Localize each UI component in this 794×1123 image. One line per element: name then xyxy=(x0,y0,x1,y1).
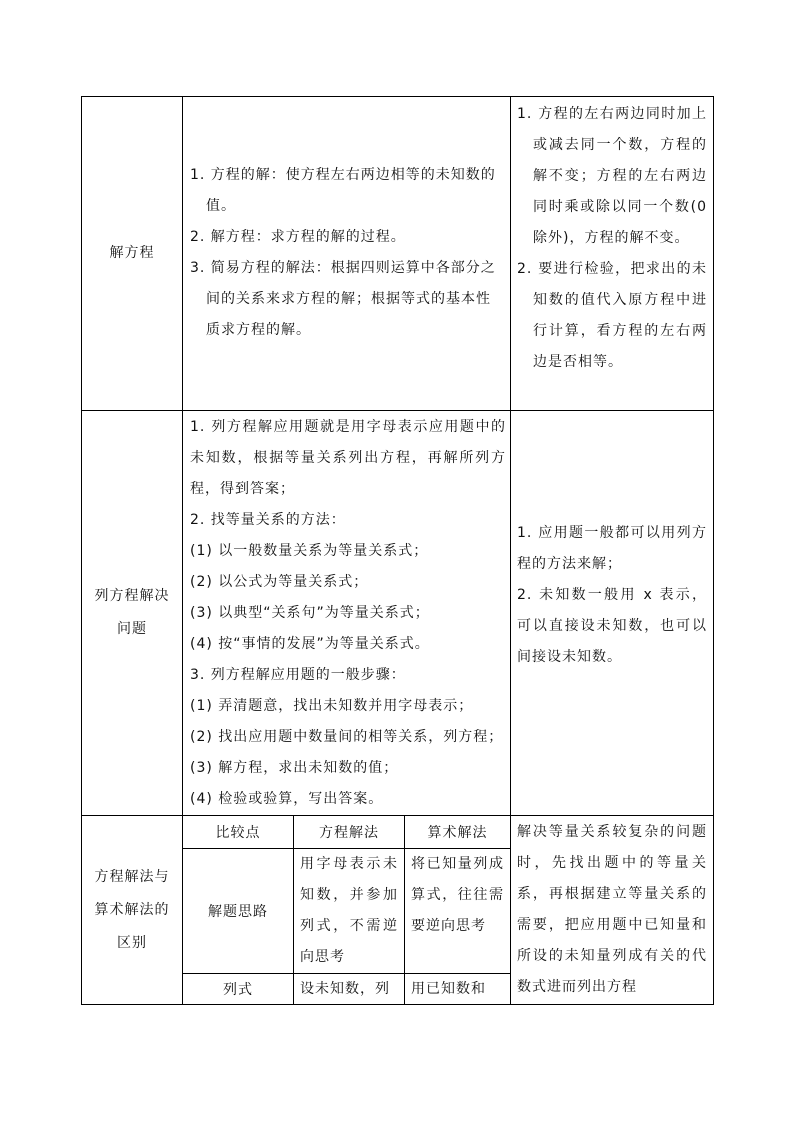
row3-label-line-3: 区别 xyxy=(117,934,147,951)
row1-notes-cell xyxy=(517,99,707,378)
row2-content-item-8: (1) 弄清题意，找出未知数并用字母表示； xyxy=(190,698,474,714)
row3-label-cell xyxy=(82,816,182,1004)
row1-note-1: 1. 方程的左右两边同时加上或减去同一个数，方程的解不变；方程的左右两边同时乘或除以同一个数(0除外)，方程的解不变。 xyxy=(517,106,707,246)
row2-label-line-2: 问题 xyxy=(117,621,147,637)
row2-content-item-2: 2. 找等量关系的方法： xyxy=(190,512,346,528)
row3-note: 解决等量关系较复杂的问题时，先找出题中的等量关系，再根据建立等量关系的需要，把应用题中已知量和所设的未知量列成有关的代数式进而列出方程 xyxy=(517,824,707,995)
row2-content-item-7: 3. 列方程解应用题的一般步骤： xyxy=(190,667,406,683)
compare-header-equation: 方程解法 xyxy=(319,825,379,841)
compare-row2-point: 列式 xyxy=(223,982,253,998)
column-divider-2 xyxy=(510,96,511,1005)
row1-content-item-3: 3. 简易方程的解法：根据四则运算中各部分之间的关系来求方程的解；根据等式的基本性质求方程的解。 xyxy=(190,260,496,338)
compare-header-arithmetic: 算术解法 xyxy=(427,825,488,841)
row1-content-cell xyxy=(190,160,504,346)
compare-header-point: 比较点 xyxy=(215,825,261,841)
row2-content-item-5: (3) 以典型“关系句”为等量关系式； xyxy=(190,605,430,621)
row3-note-cell xyxy=(517,817,707,1003)
compare-row1-arithmetic: 将已知量列成算式，往往需要逆向思考 xyxy=(411,856,504,934)
row3-label-line-1: 方程解法与 xyxy=(94,868,170,885)
row1-content-item-2: 2. 解方程：求方程的解的过程。 xyxy=(190,229,406,245)
row2-content-item-9: (2) 找出应用题中数量间的相等关系，列方程； xyxy=(190,729,504,745)
row2-content-item-10: (3) 解方程，求出未知数的值； xyxy=(190,760,399,776)
row2-content-item-3: (1) 以一般数量关系为等量关系式； xyxy=(190,543,429,559)
table-border-right xyxy=(713,96,714,1005)
row2-notes-cell xyxy=(517,518,707,673)
row2-content-item-1: 1. 列方程解应用题就是用字母表示应用题中的未知数，根据等量关系列出方程，再解所列方程，得到答案； xyxy=(190,419,506,497)
row2-content-item-6: (4) 按“事情的发展”为等量关系式。 xyxy=(190,636,430,652)
row2-content-cell xyxy=(190,412,506,815)
compare-row2-equation: 设未知数，列 xyxy=(300,981,390,997)
row1-label: 解方程 xyxy=(109,245,155,261)
row2-label-line-1: 列方程解决 xyxy=(94,588,170,604)
row2-note-2: 2. 未知数一般用 x 表示，可以直接设未知数，也可以间接设未知数。 xyxy=(517,587,707,665)
row2-content-item-11: (4) 检验或验算，写出答案。 xyxy=(190,791,384,807)
row1-note-2: 2. 要进行检验，把求出的未知数的值代入原方程中进行计算，看方程的左右两边是否相等。 xyxy=(517,261,707,370)
row1-content-item-1: 1. 方程的解：使方程左右两边相等的未知数的值。 xyxy=(190,167,496,214)
row3-label-line-2: 算术解法的 xyxy=(94,901,170,918)
row1-label-cell xyxy=(82,97,182,410)
row2-note-1: 1. 应用题一般都可以用列方程的方法来解； xyxy=(517,525,707,572)
compare-row1-equation: 用字母表示未知数，并参加列式，不需逆向思考 xyxy=(300,856,398,965)
compare-row1-point: 解题思路 xyxy=(208,904,268,920)
row2-content-item-4: (2) 以公式为等量关系式； xyxy=(190,574,369,590)
row2-label-cell xyxy=(82,411,182,815)
compare-row2-arithmetic: 用已知数和 xyxy=(411,981,486,997)
